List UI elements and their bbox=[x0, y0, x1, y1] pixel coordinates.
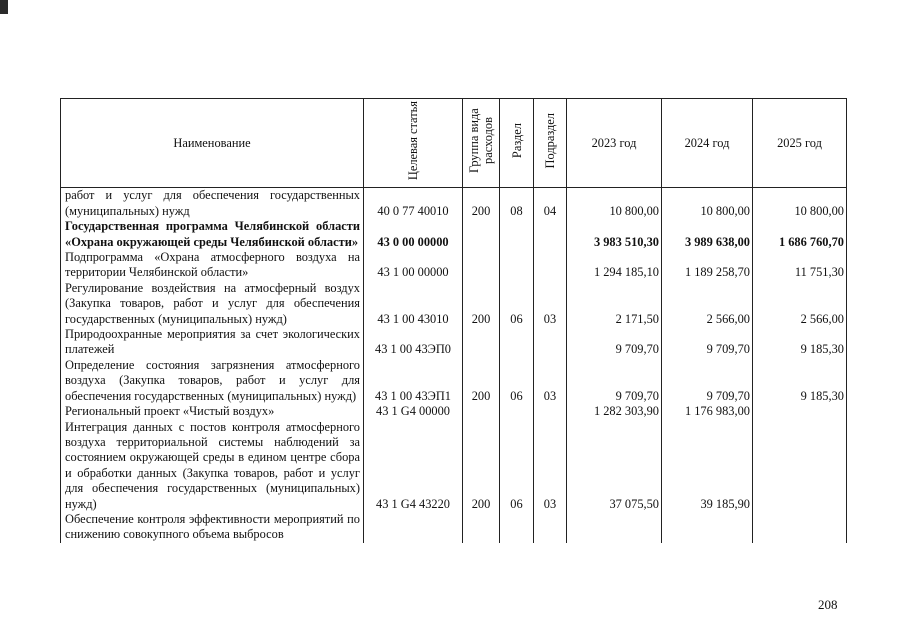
header-2024: 2024 год bbox=[662, 99, 753, 188]
row-code: 43 1 00 43010 bbox=[364, 281, 463, 327]
row-group: 200 bbox=[463, 420, 500, 512]
table-header-row bbox=[61, 99, 847, 188]
row-2023: 1 294 185,10 bbox=[567, 250, 662, 281]
row-group: 200 bbox=[463, 188, 500, 219]
row-subsection: 03 bbox=[534, 358, 567, 404]
row-2023: 9 709,70 bbox=[567, 327, 662, 358]
row-2025 bbox=[753, 420, 847, 512]
row-group bbox=[463, 512, 500, 543]
row-subsection bbox=[534, 250, 567, 281]
budget-table bbox=[60, 98, 847, 543]
row-group bbox=[463, 327, 500, 358]
row-section: 06 bbox=[500, 358, 534, 404]
row-section: 06 bbox=[500, 420, 534, 512]
row-2023: 10 800,00 bbox=[567, 188, 662, 219]
row-name: Государственная программа Челябинской области «Охрана окружающей среды Челябинской области» bbox=[61, 219, 364, 250]
row-2025: 1 686 760,70 bbox=[753, 219, 847, 250]
table-row bbox=[61, 358, 847, 404]
row-2023: 2 171,50 bbox=[567, 281, 662, 327]
row-name: Подпрограмма «Охрана атмосферного воздуха на территории Челябинской области» bbox=[61, 250, 364, 281]
row-2024: 9 709,70 bbox=[662, 358, 753, 404]
row-2024: 1 176 983,00 bbox=[662, 404, 753, 419]
row-group bbox=[463, 250, 500, 281]
row-name: работ и услуг для обеспечения государственных (муниципальных) нужд bbox=[61, 188, 364, 219]
header-subsection: Подраздел bbox=[534, 99, 567, 188]
row-section bbox=[500, 512, 534, 543]
row-2023: 1 282 303,90 bbox=[567, 404, 662, 419]
row-group: 200 bbox=[463, 358, 500, 404]
row-section bbox=[500, 250, 534, 281]
row-section: 08 bbox=[500, 188, 534, 219]
row-name: Регулирование воздействия на атмосферный воздух (Закупка товаров, работ и услуг для обеспечения государственных (муниципальных) нужд) bbox=[61, 281, 364, 327]
row-section: 06 bbox=[500, 281, 534, 327]
row-2025: 11 751,30 bbox=[753, 250, 847, 281]
row-name: Природоохранные мероприятия за счет экологических платежей bbox=[61, 327, 364, 358]
row-code: 40 0 77 40010 bbox=[364, 188, 463, 219]
header-target: Целевая статья bbox=[364, 99, 463, 188]
row-2024: 39 185,90 bbox=[662, 420, 753, 512]
row-code: 43 1 00 43ЭП1 bbox=[364, 358, 463, 404]
row-2024: 3 989 638,00 bbox=[662, 219, 753, 250]
row-section bbox=[500, 404, 534, 419]
row-section bbox=[500, 327, 534, 358]
row-code: 43 1 00 43ЭП0 bbox=[364, 327, 463, 358]
row-subsection bbox=[534, 219, 567, 250]
row-2025 bbox=[753, 404, 847, 419]
table-row bbox=[61, 404, 847, 419]
scan-corner-mark bbox=[0, 0, 8, 14]
row-subsection: 03 bbox=[534, 420, 567, 512]
header-name: Наименование bbox=[61, 99, 364, 188]
header-section: Раздел bbox=[500, 99, 534, 188]
table-row bbox=[61, 188, 847, 219]
table-row bbox=[61, 250, 847, 281]
row-subsection: 04 bbox=[534, 188, 567, 219]
row-name: Региональный проект «Чистый воздух» bbox=[61, 404, 364, 419]
row-code: 43 1 G4 00000 bbox=[364, 404, 463, 419]
row-2025 bbox=[753, 512, 847, 543]
row-2024: 1 189 258,70 bbox=[662, 250, 753, 281]
row-code: 43 0 00 00000 bbox=[364, 219, 463, 250]
row-2025: 9 185,30 bbox=[753, 327, 847, 358]
row-group bbox=[463, 219, 500, 250]
row-2024 bbox=[662, 512, 753, 543]
row-2023 bbox=[567, 512, 662, 543]
header-group: Группа вида расходов bbox=[463, 99, 500, 188]
row-2025: 2 566,00 bbox=[753, 281, 847, 327]
table-row bbox=[61, 327, 847, 358]
header-2025: 2025 год bbox=[753, 99, 847, 188]
row-2025: 9 185,30 bbox=[753, 358, 847, 404]
row-name: Определение состояния загрязнения атмосферного воздуха (Закупка товаров, работ и услуг для обеспечения государственных (муниципальных) нужд) bbox=[61, 358, 364, 404]
row-2023: 3 983 510,30 bbox=[567, 219, 662, 250]
row-2024: 2 566,00 bbox=[662, 281, 753, 327]
row-code: 43 1 00 00000 bbox=[364, 250, 463, 281]
table-row bbox=[61, 281, 847, 327]
row-group bbox=[463, 404, 500, 419]
row-2023: 9 709,70 bbox=[567, 358, 662, 404]
row-group: 200 bbox=[463, 281, 500, 327]
row-subsection bbox=[534, 404, 567, 419]
row-2023: 37 075,50 bbox=[567, 420, 662, 512]
row-2024: 10 800,00 bbox=[662, 188, 753, 219]
row-name: Обеспечение контроля эффективности мероприятий по снижению совокупного объема выбросов bbox=[61, 512, 364, 543]
row-subsection bbox=[534, 327, 567, 358]
page-number: 208 bbox=[818, 597, 838, 612]
row-section bbox=[500, 219, 534, 250]
row-code: 43 1 G4 43220 bbox=[364, 420, 463, 512]
row-name: Интеграция данных с постов контроля атмосферного воздуха территориальной системы наблюдений за состоянием окружающей среды в едином центре сбора и обработки данных (Закупка товаров, работ и услуг для обеспечения государственных (муниципальных) нужд) bbox=[61, 420, 364, 512]
table-row bbox=[61, 512, 847, 543]
row-2024: 9 709,70 bbox=[662, 327, 753, 358]
row-subsection bbox=[534, 512, 567, 543]
row-code bbox=[364, 512, 463, 543]
table-row bbox=[61, 219, 847, 250]
row-subsection: 03 bbox=[534, 281, 567, 327]
table-row bbox=[61, 420, 847, 512]
row-2025: 10 800,00 bbox=[753, 188, 847, 219]
header-2023: 2023 год bbox=[567, 99, 662, 188]
